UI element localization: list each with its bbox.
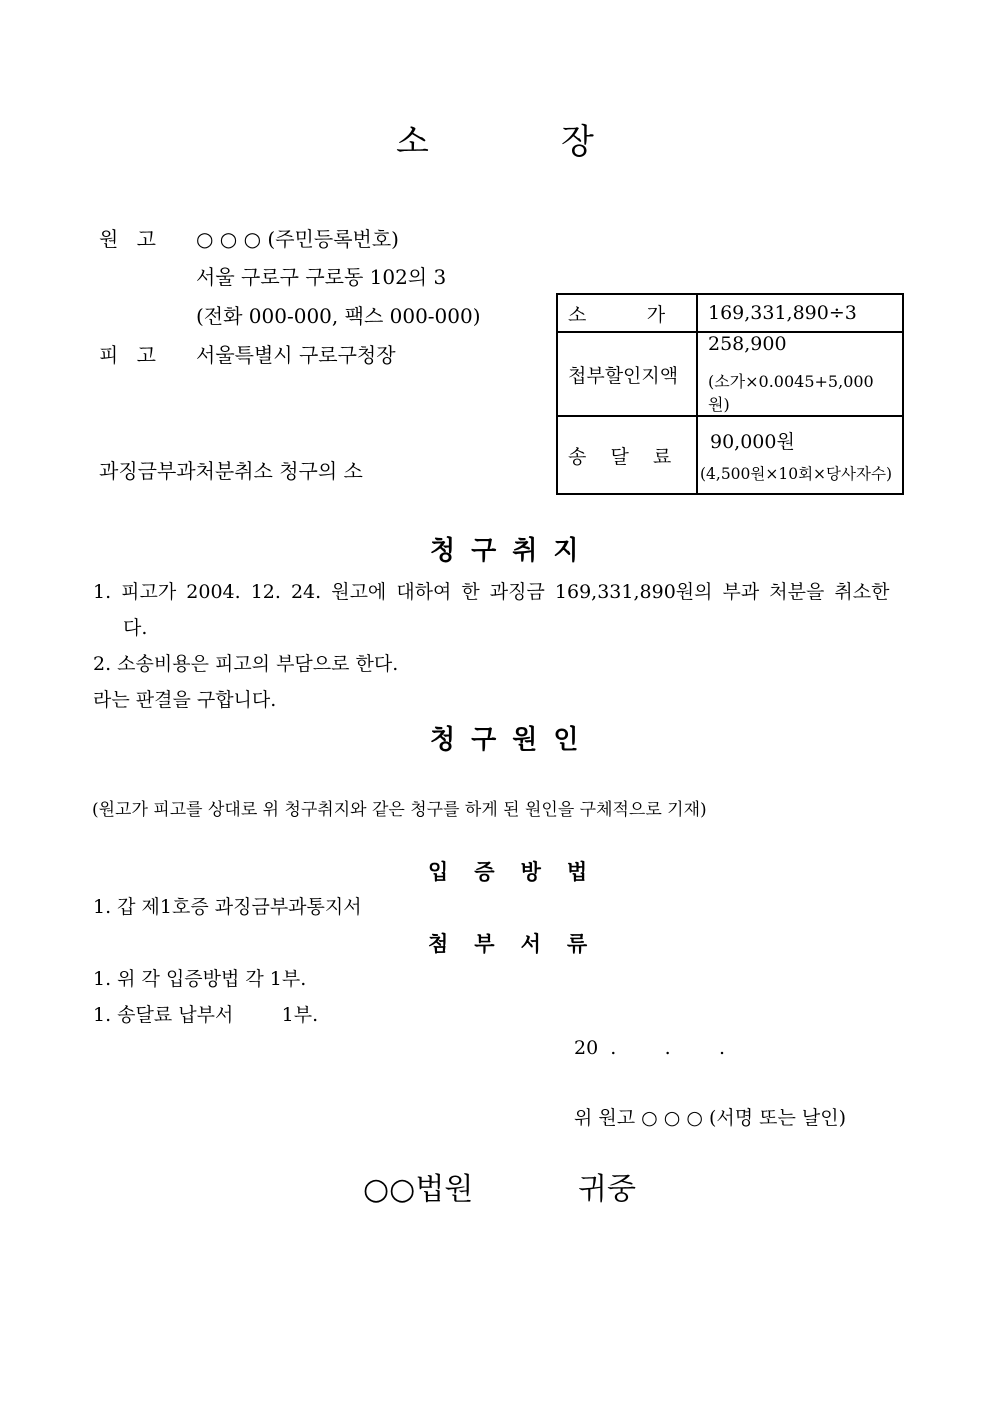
title-left-char: 소 <box>396 122 431 162</box>
title-right-char: 장 <box>561 122 596 162</box>
case-name: 과징금부과처분취소 청구의 소 <box>99 459 363 483</box>
court-suffix: 귀중 <box>578 1172 636 1207</box>
date-line: 20 . . . <box>574 1037 726 1059</box>
fee-cell-service <box>697 416 903 494</box>
fee-label-service: 송 달 료 <box>557 416 697 494</box>
fee-label-claim-value: 소 가 <box>557 294 697 332</box>
attachment-item-2: 1. 송달료 납부서 1부. <box>93 1004 319 1026</box>
plaintiff-contact: (전화 000-000, 팩스 000-000) <box>196 304 481 328</box>
claim-item-1-line-2: 다. <box>123 617 148 639</box>
defendant-name: 서울특별시 구로구청장 <box>196 343 396 367</box>
fee-table <box>556 293 904 495</box>
attachment-item-1: 1. 위 각 입증방법 각 1부. <box>93 968 307 990</box>
fee-note-service: (4,500원×10회×당사자수) <box>699 464 892 483</box>
defendant-label: 피 고 <box>99 343 156 367</box>
fee-note-stamp: (소가×0.0045+5,000원) <box>707 372 874 414</box>
evidence-heading: 입증방법 <box>428 859 614 884</box>
fee-cell-stamp <box>697 332 903 416</box>
plaintiff-name: ○ ○ ○ (주민등록번호) <box>196 227 399 251</box>
attachments-heading: 첨부서류 <box>428 931 614 956</box>
court-name: ○○법원 <box>363 1172 474 1207</box>
signature-line: 위 원고 ○ ○ ○ (서명 또는 날인) <box>574 1107 847 1129</box>
claim-cause-note: (원고가 피고를 상대로 위 청구취지와 같은 청구를 하게 된 원인을 구체적으로 기재) <box>92 800 707 820</box>
claim-closing: 라는 판결을 구합니다. <box>93 689 277 711</box>
fee-row-service <box>557 416 903 494</box>
evidence-item-1: 1. 갑 제1호증 과징금부과통지서 <box>93 896 362 918</box>
fee-row-stamp <box>557 332 903 416</box>
plaintiff-address: 서울 구로구 구로동 102의 3 <box>196 265 447 289</box>
plaintiff-label: 원 고 <box>99 227 156 251</box>
claim-purpose-heading: 청구취지 <box>430 536 595 566</box>
claim-cause-heading: 청구원인 <box>430 725 595 755</box>
claim-item-2: 2. 소송비용은 피고의 부담으로 한다. <box>93 653 399 675</box>
fee-row-claim-value <box>557 294 903 332</box>
fee-value-claim-value: 169,331,890÷3 <box>697 294 903 332</box>
fee-label-stamp: 첩부할인지액 <box>557 332 697 416</box>
fee-value-stamp: 258,900 <box>707 333 787 355</box>
fee-value-service: 90,000원 <box>709 430 795 453</box>
claim-item-1-line-1: 1. 피고가 2004. 12. 24. 원고에 대하여 한 과징금 169,331,890원의 부과 처분을 취소한 <box>93 581 890 603</box>
